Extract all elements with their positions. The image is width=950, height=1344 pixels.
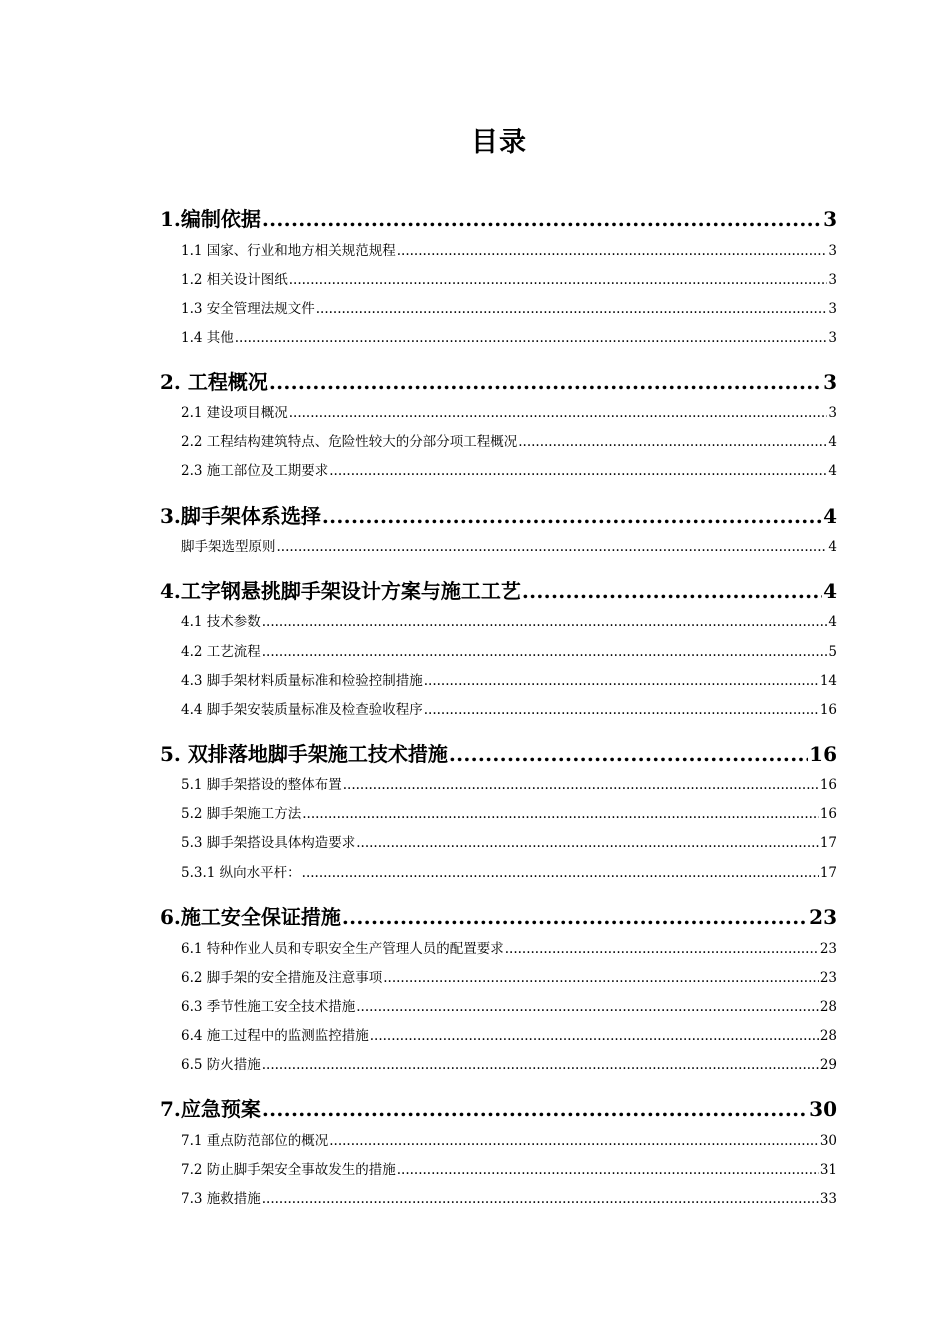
toc-entry-label: 2. 工程概况 [160,370,268,394]
toc-leader-dots [289,272,828,288]
toc-entry-label: 4.1 技术参数 [181,614,261,630]
toc-subsection-entry[interactable] [181,640,837,660]
toc-entry-label: 6.施工安全保证措施 [160,905,341,929]
toc-leader-dots [289,405,828,421]
toc-page-number: 3 [823,207,837,231]
toc-entry-label: 1.3 安全管理法规文件 [181,301,315,317]
toc-subsection-entry[interactable] [181,1158,837,1178]
toc-page-number: 16 [819,777,837,793]
toc-entry-label: 5.3.1 纵向水平杆： [181,865,301,881]
toc-subsection-entry[interactable] [181,297,837,317]
toc-subsection-entry[interactable] [181,773,837,793]
toc-leader-dots [383,970,819,986]
toc-entry-label: 4.2 工艺流程 [181,644,261,660]
toc-page-number: 30 [809,1097,837,1121]
toc-page-number: 23 [809,905,837,929]
toc-subsection-entry[interactable] [181,459,837,479]
toc-leader-dots [322,504,822,528]
toc-section-entry[interactable] [160,575,837,603]
toc-leader-dots [316,301,828,317]
toc-page-number: 17 [819,865,837,881]
toc-page-number: 14 [819,673,837,689]
toc-entry-label: 5.3 脚手架搭设具体构造要求 [181,835,356,851]
toc-entry-label: 2.3 施工部位及工期要求 [181,463,329,479]
toc-page-number: 28 [819,1028,837,1044]
toc-page-number: 16 [819,702,837,718]
toc-leader-dots [329,463,827,479]
toc-entry-label: 7.1 重点防范部位的概况 [181,1133,329,1149]
toc-page-number: 3 [823,370,837,394]
toc-page-number: 16 [809,742,837,766]
toc-entry-label: 2.1 建设项目概况 [181,405,288,421]
toc-leader-dots [424,673,819,689]
toc-page-number: 33 [819,1191,837,1207]
toc-entry-label: 4.4 脚手架安装质量标准及检查验收程序 [181,702,423,718]
toc-entry-label: 7.3 施救措施 [181,1191,261,1207]
toc-entry-label: 5.1 脚手架搭设的整体布置 [181,777,342,793]
toc-subsection-entry[interactable] [181,966,837,986]
toc-leader-dots [397,1162,819,1178]
toc-leader-dots [449,742,808,766]
toc-leader-dots [262,644,828,660]
toc-entry-label: 6.3 季节性施工安全技术措施 [181,999,356,1015]
toc-subsection-entry[interactable] [181,937,837,957]
toc-subsection-entry[interactable] [181,1053,837,1073]
toc-page-number: 4 [823,579,837,603]
toc-subsection-entry[interactable] [181,669,837,689]
toc-leader-dots [343,777,819,793]
toc-entry-label: 4.工字钢悬挑脚手架设计方案与施工工艺 [160,579,521,603]
toc-leader-dots [262,1057,819,1073]
toc-page-number: 23 [819,970,837,986]
toc-entry-label: 4.3 脚手架材料质量标准和检验控制措施 [181,673,423,689]
toc-subsection-entry[interactable] [181,535,837,555]
toc-subsection-entry[interactable] [181,802,837,822]
toc-page-number: 17 [819,835,837,851]
toc-page-number: 3 [828,405,837,421]
toc-leader-dots [356,835,819,851]
toc-entry-label: 5. 双排落地脚手架施工技术措施 [160,742,448,766]
toc-section-entry[interactable] [160,366,837,394]
toc-subsection-entry[interactable] [181,831,837,851]
toc-subsection-entry[interactable] [181,698,837,718]
toc-entry-label: 6.5 防火措施 [181,1057,261,1073]
toc-leader-dots [424,702,819,718]
toc-leader-dots [277,539,828,555]
toc-entry-label: 1.2 相关设计图纸 [181,272,288,288]
toc-entry-label: 7.应急预案 [160,1097,261,1121]
toc-subsection-entry[interactable] [181,861,837,881]
toc-section-entry[interactable] [160,901,837,929]
toc-subsection-entry[interactable] [181,239,837,259]
toc-leader-dots [262,614,828,630]
toc-section-entry[interactable] [160,500,837,528]
toc-page-number: 16 [819,806,837,822]
toc-page-number: 4 [828,434,837,450]
toc-page-number: 4 [828,463,837,479]
toc-leader-dots [262,207,822,231]
toc-subsection-entry[interactable] [181,268,837,288]
toc-entry-label: 3.脚手架体系选择 [160,504,321,528]
toc-page-number: 3 [828,272,837,288]
toc-leader-dots [518,434,827,450]
toc-page-number: 4 [828,614,837,630]
toc-entry-label: 脚手架选型原则 [181,539,276,555]
toc-entry-label: 2.2 工程结构建筑特点、危险性较大的分部分项工程概况 [181,434,518,450]
toc-page-number: 23 [819,941,837,957]
toc-page-number: 28 [819,999,837,1015]
toc-page-number: 4 [823,504,837,528]
toc-entry-label: 1.编制依据 [160,207,261,231]
toc-leader-dots [505,941,819,957]
toc-entry-label: 7.2 防止脚手架安全事故发生的措施 [181,1162,396,1178]
toc-subsection-entry[interactable] [181,1187,837,1207]
toc-section-entry[interactable] [160,1093,837,1121]
toc-page-number: 3 [828,243,837,259]
toc-leader-dots [329,1133,819,1149]
toc-page-number: 30 [819,1133,837,1149]
toc-entry-label: 6.2 脚手架的安全措施及注意事项 [181,970,383,986]
toc-subsection-entry[interactable] [181,995,837,1015]
toc-leader-dots [370,1028,819,1044]
toc-entry-label: 1.4 其他 [181,330,234,346]
toc-section-entry[interactable] [160,203,837,231]
toc-leader-dots [262,1191,819,1207]
toc-entry-label: 1.1 国家、行业和地方相关规范规程 [181,243,396,259]
toc-page-number: 31 [819,1162,837,1178]
toc-entry-label: 6.1 特种作业人员和专职安全生产管理人员的配置要求 [181,941,504,957]
toc-leader-dots [235,330,828,346]
toc-subsection-entry[interactable] [181,610,837,630]
toc-leader-dots [522,579,822,603]
toc-page-number: 4 [828,539,837,555]
toc-subsection-entry[interactable] [181,326,837,346]
toc-subsection-entry[interactable] [181,1024,837,1044]
toc-page-number: 3 [828,301,837,317]
toc-leader-dots [397,243,828,259]
toc-leader-dots [356,999,819,1015]
toc-section-entry[interactable] [160,738,837,766]
toc-leader-dots [269,370,822,394]
toc-title: 目录 [471,127,527,158]
toc-subsection-entry[interactable] [181,1129,837,1149]
toc-page-number: 3 [828,330,837,346]
toc-leader-dots [262,1097,808,1121]
toc-subsection-entry[interactable] [181,401,837,421]
toc-leader-dots [302,865,819,881]
toc-entry-label: 5.2 脚手架施工方法 [181,806,302,822]
toc-subsection-entry[interactable] [181,430,837,450]
toc-page-number: 5 [828,644,837,660]
toc-page-number: 29 [819,1057,837,1073]
toc-leader-dots [302,806,819,822]
toc-leader-dots [342,905,808,929]
toc-entry-label: 6.4 施工过程中的监测监控措施 [181,1028,369,1044]
